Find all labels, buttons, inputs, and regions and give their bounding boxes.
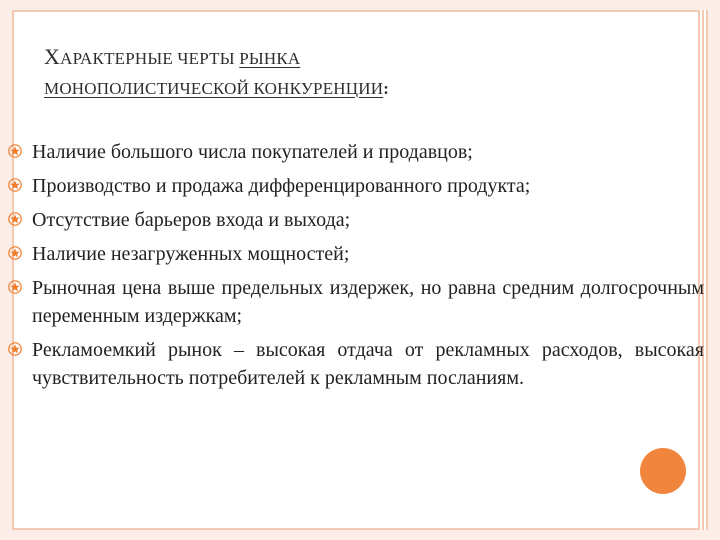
- list-item-text: Рекламоемкий рынок – высокая отдача от рекламных расходов, высокая чувствительность потребителей к рекламным посланиям.: [32, 339, 704, 389]
- title-underlined-text: МОНОПОЛИСТИЧЕСКОЙ КОНКУРЕНЦИИ: [44, 79, 384, 98]
- star-bullet-icon: [8, 342, 22, 356]
- list-item-text: Рыночная цена выше предельных издержек, но равна средним долгосрочным переменным издержкам;: [32, 277, 704, 327]
- title-text: АРАКТЕРНЫЕ ЧЕРТЫ: [60, 49, 240, 68]
- list-item: [0, 240, 704, 268]
- title-line-1: [44, 42, 664, 74]
- star-bullet-icon: [8, 178, 22, 192]
- title-underlined-word: РЫНКА: [239, 49, 301, 68]
- decorative-circle: [640, 448, 686, 494]
- list-item-text: Отсутствие барьеров входа и выхода;: [32, 209, 351, 231]
- title-line-2: [44, 74, 664, 104]
- list-item: [0, 172, 704, 200]
- title-colon: :: [383, 79, 390, 98]
- list-item-text: Наличие большого числа покупателей и продавцов;: [32, 141, 473, 163]
- list-item: [0, 336, 704, 392]
- slide-title: [44, 42, 664, 104]
- list-item-text: Производство и продажа дифференцированного продукта;: [32, 175, 531, 197]
- list-item: [0, 206, 704, 234]
- title-initial: Х: [44, 44, 61, 69]
- list-item: [0, 274, 704, 330]
- feature-list: [0, 138, 720, 398]
- star-bullet-icon: [8, 280, 22, 294]
- list-item-text: Наличие незагруженных мощностей;: [32, 243, 350, 265]
- star-bullet-icon: [8, 246, 22, 260]
- list-item: [0, 138, 704, 166]
- star-bullet-icon: [8, 144, 22, 158]
- star-bullet-icon: [8, 212, 22, 226]
